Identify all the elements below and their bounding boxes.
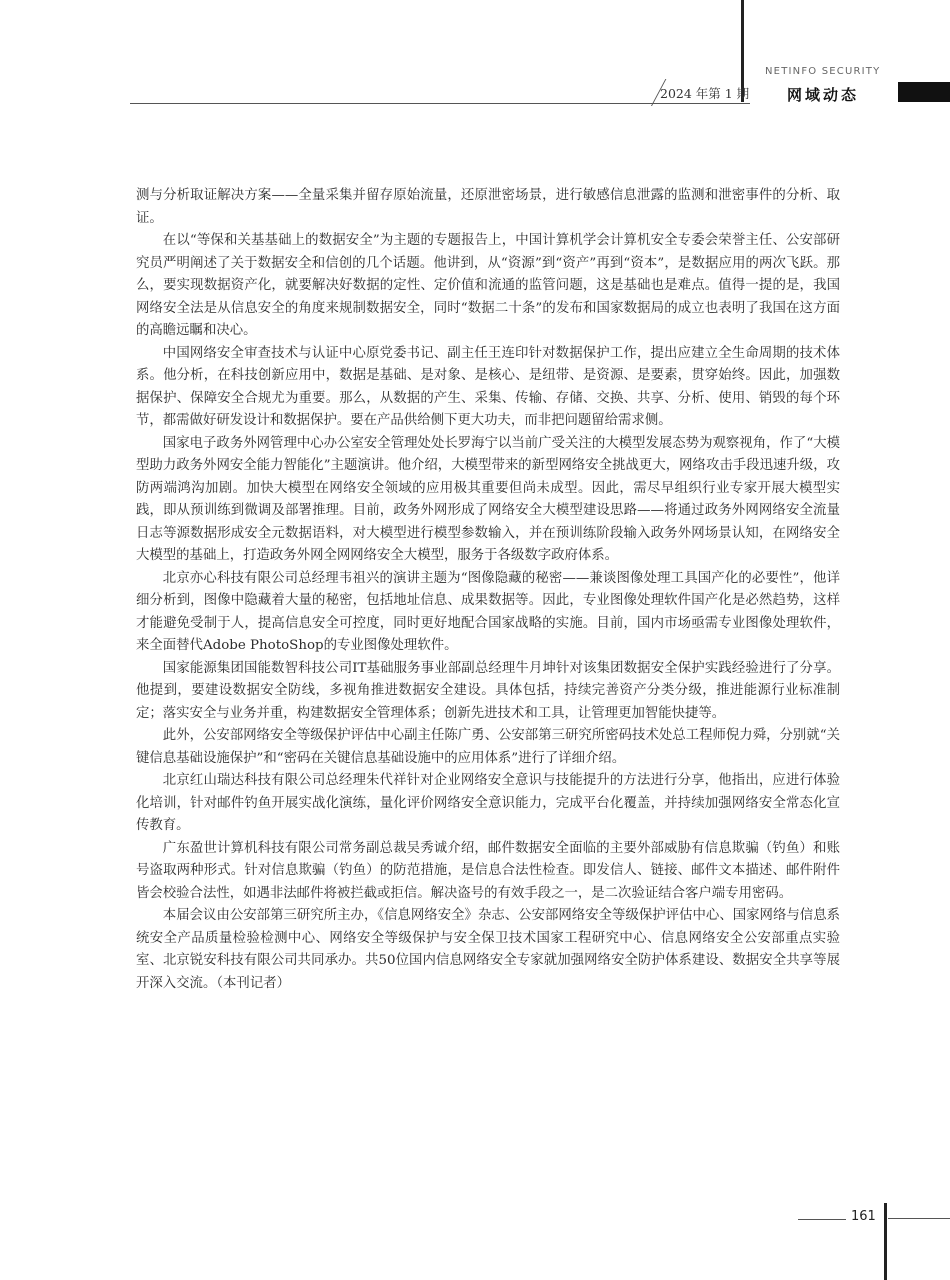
- article-body: [136, 185, 840, 995]
- page-number: 161: [851, 1209, 876, 1224]
- paragraph: 国家能源集团国能数智科技公司IT基础服务事业部副总经理牛月坤针对该集团数据安全保护实践经验进行了分享。他提到，要建设数据安全防线，多视角推进数据安全建设。具体包括，持续完善资产分类分级，推进能源行业标准制定；落实安全与业务并重，构建数据安全管理体系；创新先进技术和工具，让管理更加智能快捷等。: [136, 660, 840, 721]
- footer-rule-right: [888, 1218, 950, 1219]
- header-black-block: [898, 82, 950, 102]
- paragraph: 中国网络安全审查技术与认证中心原党委书记、副主任王连印针对数据保护工作，提出应建立全生命周期的技术体系。他分析，在科技创新应用中，数据是基础、是对象、是核心、是纽带、是资源、是要素，贯穿始终。因此，加强数据保护、保障安全合规尤为重要。那么，从数据的产生、采集、传输、存储、交换、共享、分析、使用、销毁的每个环节，都需做好研发设计和数据保护。要在产品供给侧下更大功夫，而非把问题留给需求侧。: [136, 345, 840, 428]
- section-title: 网域动态: [787, 86, 860, 104]
- header-rule: [130, 103, 750, 104]
- paragraph: 北京红山瑞达科技有限公司总经理朱代祥针对企业网络安全意识与技能提升的方法进行分享，他指出，应进行体验化培训，针对邮件钓鱼开展实战化演练，量化评价网络安全意识能力，完成平台化覆盖，并持续加强网络安全常态化宣传教育。: [136, 773, 840, 833]
- paragraph: 国家电子政务外网管理中心办公室安全管理处处长罗海宁以当前广受关注的大模型发展态势为观察视角，作了“大模型助力政务外网安全能力智能化”主题演讲。他介绍，大模型带来的新型网络安全挑战更大，网络攻击手段迅速升级，攻防两端鸿沟加剧。加快大模型在网络安全领域的应用极其重要但尚未成型。因此，需尽早组织行业专家开展大模型实践，即从预训练到微调及部署推理。目前，政务外网形成了网络安全大模型建设思路——将通过政务外网网络安全流量日志等源数据形成安全元数据语料，对大模型进行模型参数输入，并在预训练阶段输入政务外网场景认知，在网络安全大模型的基础上，打造政务外网全网网络安全大模型，服务于各级数字政府体系。: [136, 435, 840, 563]
- journal-brand: NETINFO SECURITY: [765, 66, 881, 77]
- footer-vertical-bar: [884, 1203, 887, 1280]
- paragraph: 北京亦心科技有限公司总经理韦祖兴的演讲主题为“图像隐藏的秘密——兼谈图像处理工具国产化的必要性”，他详细分析到，图像中隐藏着大量的秘密，包括地址信息、成果数据等。因此，专业图像处理软件国产化是必然趋势，这样才能避免受制于人，提高信息安全可控度，同时更好地配合国家战略的实施。目前，国内市场亟需专业图像处理软件，来全面替代Adobe PhotoShop的专业图像处理软件。: [136, 570, 840, 653]
- paragraph: 此外，公安部网络安全等级保护评估中心副主任陈广勇、公安部第三研究所密码技术处总工程师倪力舜，分别就“关键信息基础设施保护”和“密码在关键信息基础设施中的应用体系”进行了详细介绍。: [136, 728, 840, 766]
- footer-rule-left: [798, 1219, 846, 1220]
- paragraph: 广东盈世计算机科技有限公司常务副总裁吴秀诚介绍，邮件数据安全面临的主要外部威胁有信息欺骗（钓鱼）和账号盗取两种形式。针对信息欺骗（钓鱼）的防范措施，是信息合法性检查。即发信人、链接、邮件文本描述、邮件附件皆会校验合法性，如遇非法邮件将被拦截或拒信。解决盗号的有效手段之一，是二次验证结合客户端专用密码。: [136, 840, 840, 901]
- paragraph: 测与分析取证解决方案——全量采集并留存原始流量，还原泄密场景，进行敏感信息泄露的监测和泄密事件的分析、取证。: [136, 188, 840, 226]
- paragraph: 在以“等保和关基基础上的数据安全”为主题的专题报告上，中国计算机学会计算机安全专委会荣誉主任、公安部研究员严明阐述了关于数据安全和信创的几个话题。他讲到，从“资源”到“资产”再到“资本”，是数据应用的两次飞跃。那么，要实现数据资产化，就要解决好数据的定性、定价值和流通的监管问题，这是基础也是难点。值得一提的是，我国网络安全法是从信息安全的角度来规制数据安全，同时“数据二十条”的发布和国家数据局的成立也表明了我国在这方面的高瞻远瞩和决心。: [136, 233, 840, 338]
- paragraph: 本届会议由公安部第三研究所主办，《信息网络安全》杂志、公安部网络安全等级保护评估中心、国家网络与信息系统安全产品质量检验检测中心、网络安全等级保护与安全保卫技术国家工程研究中心、信息网络安全公安部重点实验室、北京锐安科技有限公司共同承办。共50位国内信息网络安全专家就加强网络安全防护体系建设、数据安全共享等展开深入交流。（本刊记者）: [136, 908, 840, 991]
- issue-label: 2024 年第 1 期: [660, 86, 750, 101]
